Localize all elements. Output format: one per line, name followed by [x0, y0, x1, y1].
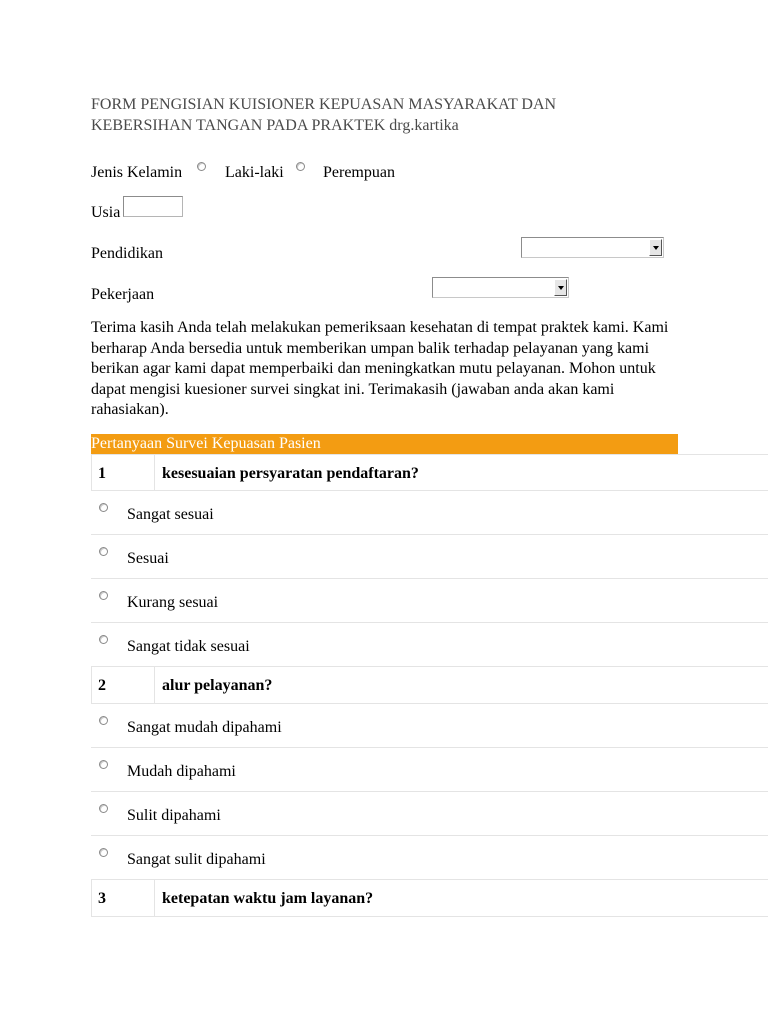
- gender-male-radio[interactable]: [197, 162, 206, 171]
- option-radio[interactable]: [99, 716, 108, 725]
- option-label: Sangat sulit dipahami: [127, 851, 266, 868]
- question-row-2: [91, 667, 768, 704]
- gender-male-label: Laki-laki: [225, 164, 284, 181]
- question-row-3: [91, 880, 768, 917]
- gender-female-radio[interactable]: [296, 162, 305, 171]
- option-radio[interactable]: [99, 591, 108, 600]
- question-row-1: [91, 454, 768, 491]
- option-radio[interactable]: [99, 760, 108, 769]
- option-radio[interactable]: [99, 635, 108, 644]
- option-row[interactable]: [91, 491, 768, 535]
- education-select[interactable]: [521, 237, 664, 258]
- form-title: FORM PENGISIAN KUISIONER KEPUASAN MASYARAKAT DAN KEBERSIHAN TANGAN PADA PRAKTEK drg.kartika: [91, 96, 557, 134]
- option-radio[interactable]: [99, 547, 108, 556]
- option-row[interactable]: [91, 535, 768, 579]
- question-text: ketepatan waktu jam layanan?: [162, 890, 374, 907]
- question-number: 1: [98, 465, 106, 482]
- occupation-select[interactable]: [432, 277, 569, 298]
- option-label: Sangat sesuai: [127, 506, 214, 523]
- option-row[interactable]: [91, 579, 768, 623]
- option-label: Sulit dipahami: [127, 807, 221, 824]
- column-divider: [154, 880, 155, 916]
- option-label: Sangat tidak sesuai: [127, 638, 250, 655]
- option-row[interactable]: [91, 623, 768, 667]
- survey-table: [91, 454, 768, 917]
- intro-paragraph: Terima kasih Anda telah melakukan pemeriksaan kesehatan di tempat praktek kami. Kami berharap Anda bersedia untuk memberikan umpan balik terhadap pelayanan yang kami berikan agar kami dapat memperbaiki dan meningkatkan mutu pelayanan. Mohon untuk dapat mengisi kuesioner survei singkat ini. Terimakasih (jawaban anda akan kami rahasiakan).: [91, 319, 669, 418]
- age-input[interactable]: [123, 196, 183, 217]
- gender-female-label: Perempuan: [323, 164, 395, 181]
- option-row[interactable]: [91, 704, 768, 748]
- question-text: kesesuaian persyaratan pendaftaran?: [162, 465, 419, 482]
- education-label: Pendidikan: [91, 245, 163, 262]
- option-label: Sangat mudah dipahami: [127, 719, 282, 736]
- column-divider: [154, 667, 155, 703]
- option-row[interactable]: [91, 792, 768, 836]
- chevron-down-icon[interactable]: [649, 239, 662, 256]
- gender-label: Jenis Kelamin: [91, 164, 183, 181]
- chevron-down-icon[interactable]: [554, 279, 567, 296]
- question-number: 2: [98, 677, 106, 694]
- age-label: Usia: [91, 204, 121, 221]
- option-label: Kurang sesuai: [127, 594, 219, 611]
- option-radio[interactable]: [99, 848, 108, 857]
- survey-header: Pertanyaan Survei Kepuasan Pasien: [91, 434, 678, 454]
- option-radio[interactable]: [99, 804, 108, 813]
- option-label: Sesuai: [127, 550, 169, 567]
- column-divider: [154, 455, 155, 490]
- option-row[interactable]: [91, 836, 768, 880]
- option-label: Mudah dipahami: [127, 763, 236, 780]
- occupation-label: Pekerjaan: [91, 286, 155, 303]
- option-radio[interactable]: [99, 503, 108, 512]
- question-text: alur pelayanan?: [162, 677, 273, 694]
- question-number: 3: [98, 890, 106, 907]
- option-row[interactable]: [91, 748, 768, 792]
